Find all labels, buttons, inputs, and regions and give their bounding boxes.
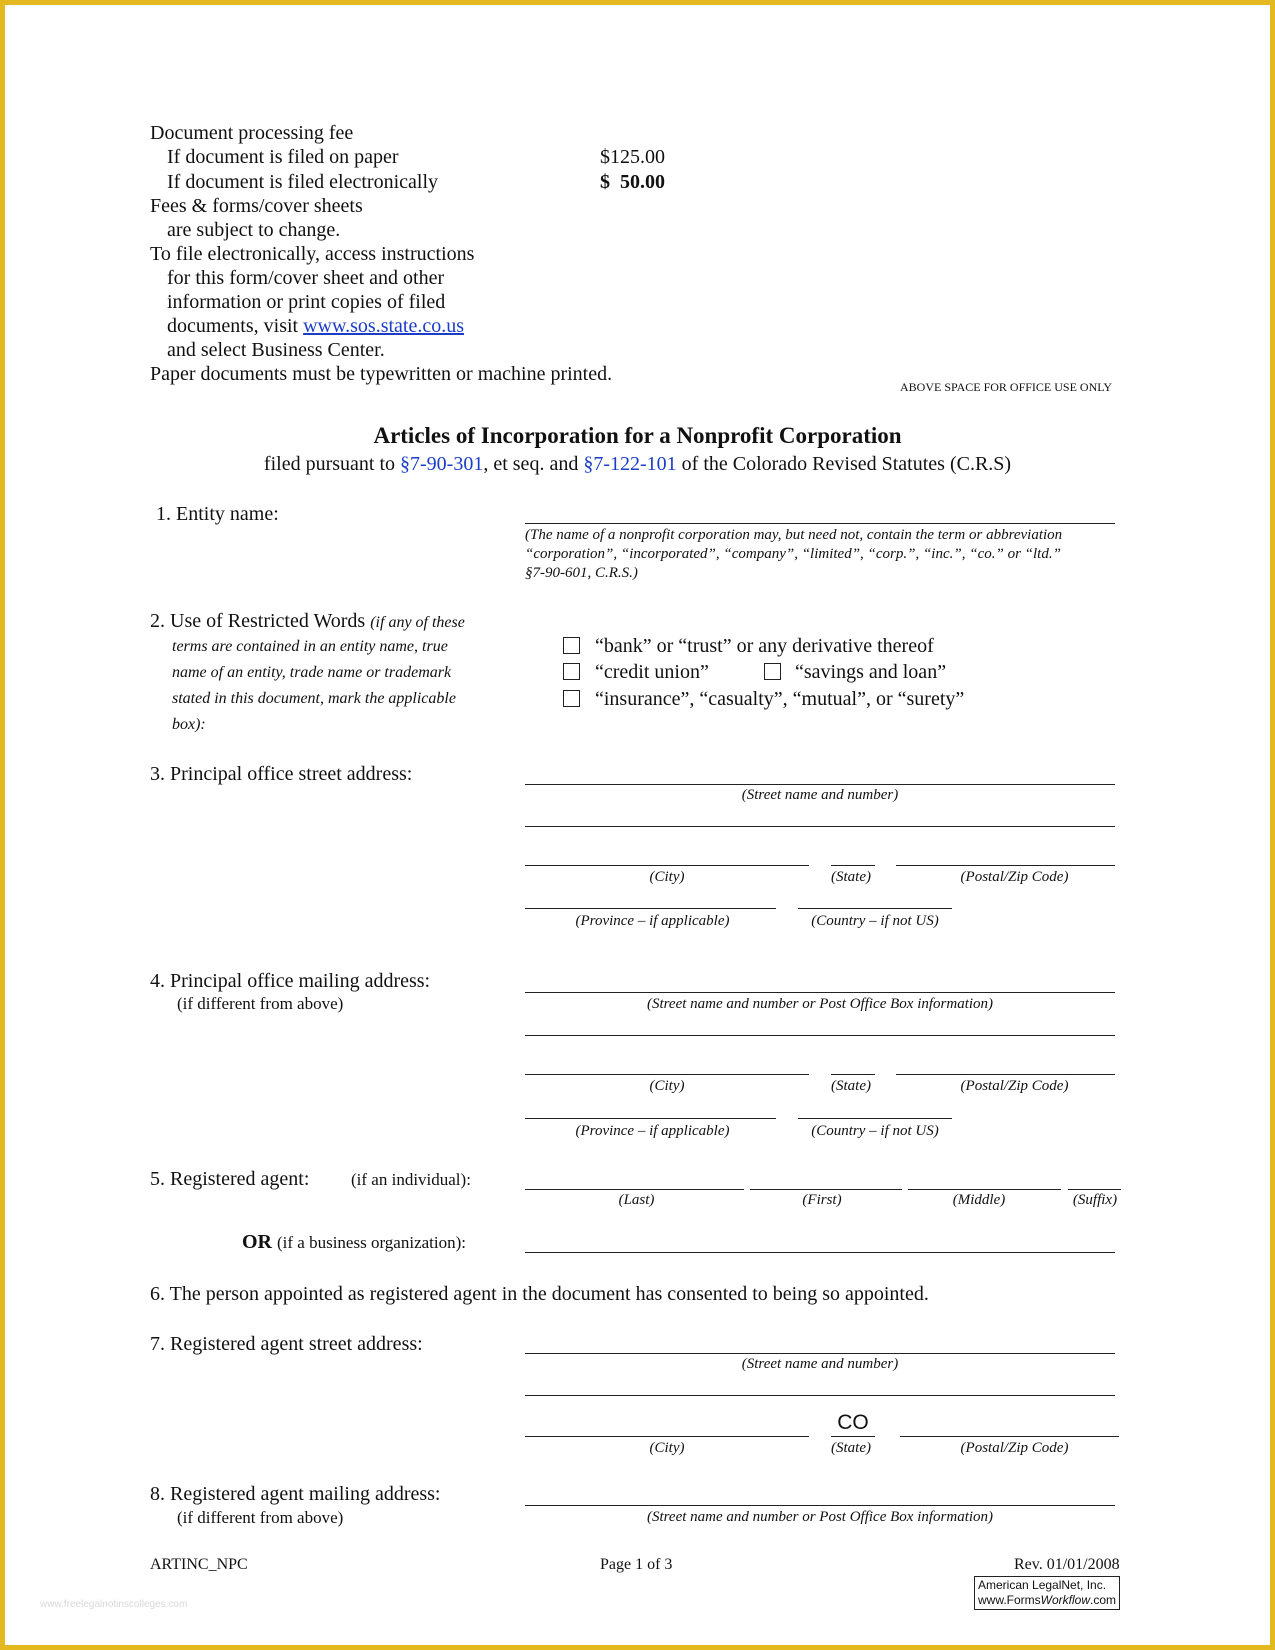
insurance-label: “insurance”, “casualty”, “mutual”, or “surety” (595, 688, 965, 710)
agent-mailing-street-caption: (Street name and number or Post Office Box information) (646, 1509, 994, 1525)
agent-suffix-field[interactable] (1068, 1189, 1121, 1190)
agent-mailing-street-field[interactable] (525, 1505, 1115, 1506)
principal-zip-field[interactable] (896, 865, 1115, 866)
agent-state-field[interactable] (831, 1436, 875, 1437)
registered-agent-individual-label: (if an individual): (351, 1170, 471, 1189)
agent-last-name-field[interactable] (525, 1189, 744, 1190)
agent-street-field-2[interactable] (525, 1395, 1115, 1396)
agent-city-caption: (City) (649, 1440, 685, 1456)
subtitle-suffix: of the Colorado Revised Statutes (C.R.S) (681, 453, 1012, 475)
instructions-line-1: To file electronically, access instructions (150, 243, 475, 265)
form-title: Articles of Incorporation for a Nonprofit Corporation (373, 423, 902, 448)
restricted-words-note-3: name of an entity, trade name or trademark (172, 664, 452, 681)
principal-state-field[interactable] (831, 865, 875, 866)
entity-name-note-2: “corporation”, “incorporated”, “company”, “limited”, “corp.”, “inc.”, “co.” or “ltd.” (525, 546, 1061, 562)
fee-paper-label: If document is filed on paper (167, 146, 399, 168)
page-number: Page 1 of 3 (600, 1556, 673, 1573)
agent-zip-field[interactable] (900, 1436, 1119, 1437)
agent-middle-caption: (Middle) (952, 1192, 1006, 1208)
logo-line-1: American LegalNet, Inc. (978, 1578, 1107, 1592)
principal-city-caption: (City) (649, 869, 685, 885)
bank-trust-label: “bank” or “trust” or any derivative thereof (595, 635, 934, 657)
savings-loan-checkbox[interactable] (764, 663, 781, 680)
logo-line-2-prefix: www.Forms (978, 1593, 1041, 1607)
statute-link-2[interactable]: §7-122-101 (583, 453, 677, 475)
principal-mailing-country-field[interactable] (798, 1118, 952, 1119)
agent-mailing-label: 8. Registered agent mailing address: (150, 1483, 441, 1505)
principal-mailing-state-caption: (State) (831, 1078, 871, 1094)
principal-street-label: 3. Principal office street address: (150, 763, 413, 785)
principal-mailing-zip-field[interactable] (896, 1074, 1115, 1075)
principal-mailing-label: 4. Principal office mailing address: (150, 970, 431, 992)
principal-zip-caption: (Postal/Zip Code) (960, 869, 1069, 885)
agent-city-field[interactable] (525, 1436, 809, 1437)
entity-name-field[interactable] (525, 523, 1115, 524)
fee-electronic-amount: $ 50.00 (600, 171, 665, 193)
business-organization-label: (if a business organization): (277, 1233, 467, 1252)
form-id: ARTINC_NPC (150, 1556, 248, 1573)
instructions-visit-text: documents, visit (167, 315, 299, 337)
fee-title: Document processing fee (150, 122, 354, 144)
agent-zip-caption: (Postal/Zip Code) (960, 1440, 1069, 1456)
principal-mailing-state-field[interactable] (831, 1074, 875, 1075)
subtitle-mid: , et seq. and (483, 453, 579, 475)
logo-line-2-italic: Workflow (1040, 1593, 1091, 1607)
entity-name-note-1: (The name of a nonprofit corporation may, but need not, contain the term or abbreviation (525, 527, 1063, 543)
agent-mailing-sub: (if different from above) (177, 1508, 344, 1527)
principal-mailing-street-caption: (Street name and number or Post Office Box information) (646, 996, 994, 1012)
agent-suffix-caption: (Suffix) (1072, 1192, 1118, 1208)
principal-province-caption: (Province – if applicable) (575, 913, 730, 929)
instructions-line-4 (167, 314, 464, 338)
restricted-words-note-1: (if any of these (370, 614, 465, 631)
principal-mailing-zip-caption: (Postal/Zip Code) (960, 1078, 1069, 1094)
principal-country-field[interactable] (798, 908, 952, 909)
restricted-words-note-2: terms are contained in an entity name, true (172, 638, 448, 655)
form-subtitle (0, 452, 1275, 476)
savings-loan-label: “savings and loan” (795, 661, 947, 683)
agent-consent-statement: 6. The person appointed as registered agent in the document has consented to being so appointed. (150, 1283, 929, 1305)
agent-street-field[interactable] (525, 1353, 1115, 1354)
agent-business-name-field[interactable] (525, 1252, 1115, 1253)
entity-name-note-3: §7-90-601, C.R.S.) (525, 565, 638, 581)
principal-state-caption: (State) (831, 869, 871, 885)
or-label: OR (242, 1231, 272, 1253)
restricted-words-note-5: box): (172, 716, 206, 733)
instructions-line-5: and select Business Center. (167, 339, 385, 361)
fees-change-line-1: Fees & forms/cover sheets (150, 195, 363, 217)
watermark-text: www.freelegalnotinscolleges.com (40, 1599, 188, 1610)
agent-middle-name-field[interactable] (908, 1189, 1061, 1190)
principal-mailing-province-field[interactable] (525, 1118, 776, 1119)
registered-agent-or-line (242, 1230, 466, 1254)
credit-union-label: “credit union” (595, 661, 709, 683)
entity-name-label: 1. Entity name: (156, 503, 279, 525)
principal-mailing-city-field[interactable] (525, 1074, 809, 1075)
subtitle-prefix: filed pursuant to (263, 453, 396, 475)
statute-link-1[interactable]: §7-90-301 (400, 453, 484, 475)
principal-street-field-2[interactable] (525, 826, 1115, 827)
agent-last-caption: (Last) (618, 1192, 655, 1208)
principal-province-field[interactable] (525, 908, 776, 909)
principal-street-field[interactable] (525, 784, 1115, 785)
instructions-line-2: for this form/cover sheet and other (167, 267, 445, 289)
restricted-words-note-4: stated in this document, mark the applicable (172, 690, 456, 707)
agent-street-label: 7. Registered agent street address: (150, 1333, 423, 1355)
fees-change-line-2: are subject to change. (167, 219, 341, 241)
fee-electronic-label: If document is filed electronically (167, 171, 439, 193)
principal-mailing-country-caption: (Country – if not US) (811, 1123, 939, 1139)
agent-street-caption: (Street name and number) (741, 1356, 899, 1372)
logo-line-2 (978, 1593, 1116, 1608)
principal-country-caption: (Country – if not US) (811, 913, 939, 929)
logo-line-2-suffix: .com (1090, 1593, 1117, 1607)
insurance-checkbox[interactable] (563, 690, 580, 707)
principal-city-field[interactable] (525, 865, 809, 866)
restricted-words-title: 2. Use of Restricted Words (150, 610, 366, 632)
office-use-label: ABOVE SPACE FOR OFFICE USE ONLY (900, 380, 1113, 394)
agent-state-value: CO (837, 1411, 869, 1434)
principal-mailing-street-field[interactable] (525, 992, 1115, 993)
principal-mailing-city-caption: (City) (649, 1078, 685, 1094)
instructions-line-3: information or print copies of filed (167, 291, 446, 313)
agent-first-name-field[interactable] (750, 1189, 902, 1190)
agent-first-caption: (First) (802, 1192, 842, 1208)
paper-note: Paper documents must be typewritten or machine printed. (150, 363, 613, 385)
principal-mailing-street-field-2[interactable] (525, 1035, 1115, 1036)
american-legalnet-logo (974, 1576, 1120, 1610)
agent-state-caption: (State) (831, 1440, 871, 1456)
revision-date: Rev. 01/01/2008 (1014, 1556, 1120, 1573)
restricted-words-label (150, 609, 465, 635)
principal-mailing-province-caption: (Province – if applicable) (575, 1123, 730, 1139)
principal-street-caption: (Street name and number) (741, 787, 899, 803)
bank-trust-checkbox[interactable] (563, 637, 580, 654)
sos-website-link[interactable]: www.sos.state.co.us (303, 315, 465, 337)
credit-union-checkbox[interactable] (563, 663, 580, 680)
registered-agent-label: 5. Registered agent: (150, 1168, 310, 1190)
fee-paper-amount: $125.00 (600, 146, 665, 168)
principal-mailing-sub: (if different from above) (177, 994, 344, 1013)
